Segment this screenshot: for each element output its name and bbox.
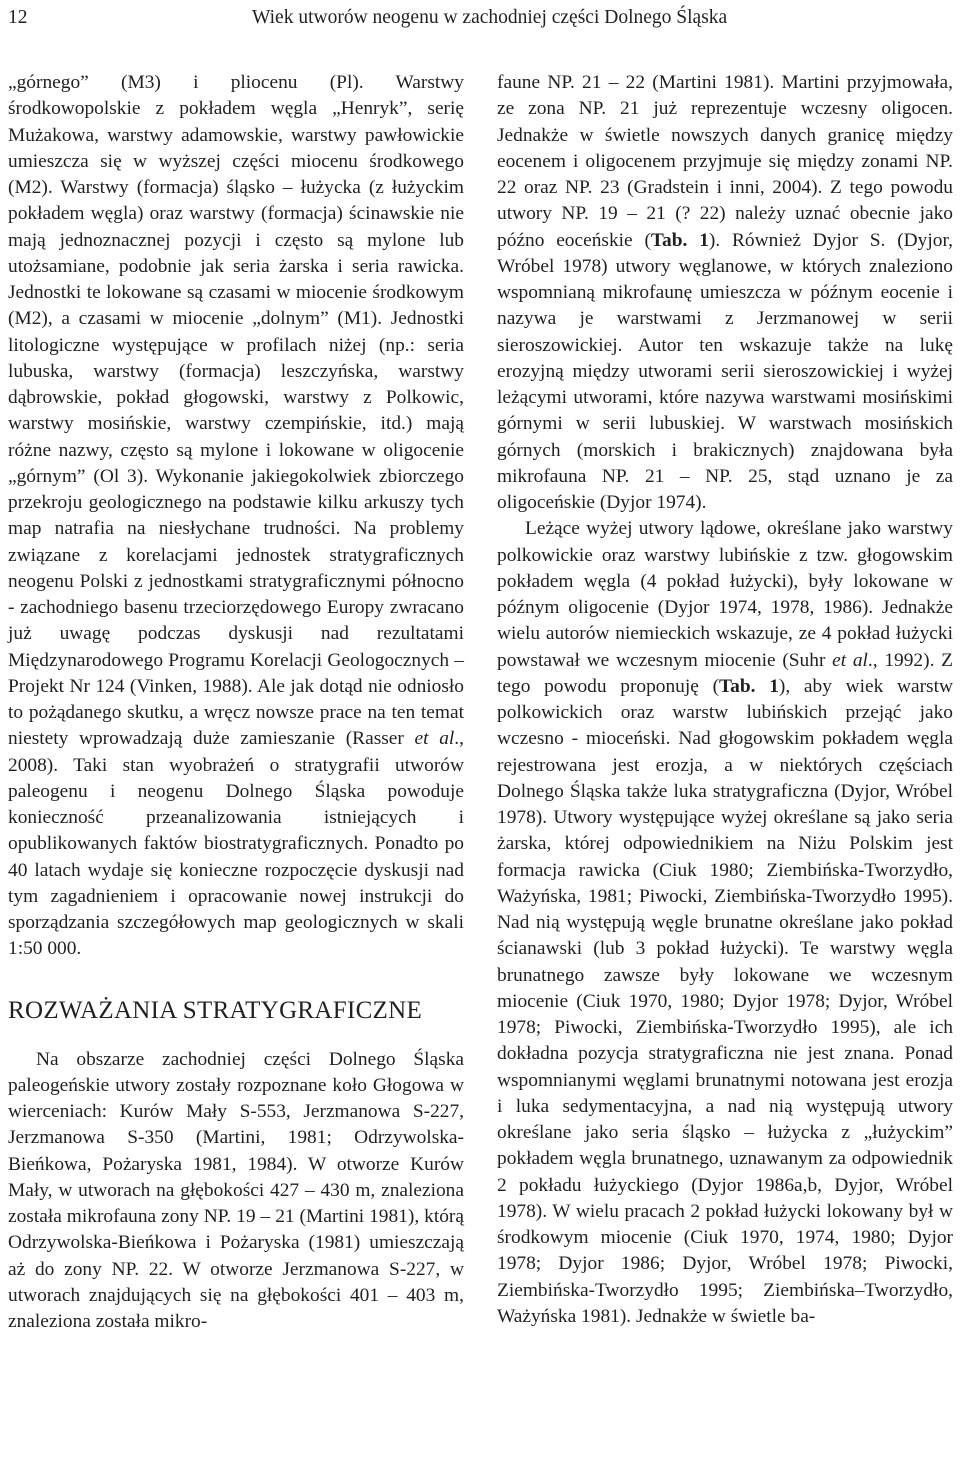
paragraph-text: ., 1992). Z tego powodu proponuję ( bbox=[497, 649, 953, 697]
body-paragraph bbox=[497, 516, 953, 1330]
paragraph-text: ), aby wiek warstw polkowickich oraz warstw lubińskich przejąć jako wczesno - mioceński. Nad głogowskim pokładem węgla rejestrowana jest erozja, a w niektórych częściach Dolnego Śląska także luka stratygraficzna (Dyjor, Wróbel 1978). Utwory występujące wyżej określane są jako seria żarska, której odpowiednikiem na Niżu Polskim jest formacja rawicka (Ciuk 1980; Ziembińska-Tworzydło, Ważyńska, 1981; Piwocki, Ziembińska-Tworzydło 1995). Nad nią występują węgle brunatne określane jako pokład ścianawski (lub 3 pokład łużycki). Te warstwy węgla brunatnego zawsze były lokowane we wczesnym miocenie (Ciuk 1970, 1980; Dyjor 1978; Dyjor, Wróbel 1978; Piwocki, Ziembińska-Tworzydło 1995), ale ich dokładna pozycja stratygraficzna nie jest znana. Ponad wspomnianymi węglami brunatnymi notowana jest erozja i luka sedymentacyjna, a nad nią występują utwory określane jako seria śląsko – łużycka z „łużyckim” pokładem węgla brunatnego, uznawanym za odpowiednik 2 pokładu łużyckiego (Dyjor 1986a,b, Dyjor, Wróbel 1978). W wielu pracach 2 pokład łużycki lokowany był w środkowym miocenie (Ciuk 1970, 1974, 1980; Dyjor 1978; Dyjor 1986; Dyjor, Wróbel 1978; Piwocki, Ziembińska-Tworzydło 1995; Ziembińska–Tworzydło, Ważyńska 1981). Jednakże w świetle ba- bbox=[497, 675, 953, 1327]
left-column bbox=[8, 70, 464, 1335]
paragraph-text: „górnego” (M3) i pliocenu (Pl). Warstwy środkowopolskie z pokładem węgla „Henryk”, serię Mużakowa, warstwy adamowskie, warstwy pawłowickie umieszcza się w wyższej części miocenu środkowego (M2). Warstwy (formacja) śląsko – łużycka (z łużyckim pokładem węgla) oraz warstwy (formacja) ścinawskie nie mają jednoznacznej pozycji i często są mylone lub utożsamiane, podobnie jak seria żarska i seria rawicka. Jednostki te lokowane są czasami w miocenie środkowym (M2), a czasami w miocenie „dolnym” (M1). Jednostki litologiczne występujące w profilach niżej (np.: seria lubuska, warstwy (formacja) leszczyńska, warstwy dąbrowskie, pokład głogowski, warstwy z Polkowic, warstwy mosińskie, warstwy czempińskie, itd.) mają różne nazwy, często są mylone i lokowane w oligocenie „górnym” (Ol 3). Wykonanie jakiegokolwiek zbiorczego przekroju geologicznego na podstawie kilku arkuszy tych map natrafia na niesłychane trudności. Na problemy związane z korelacjami jednostek stratygraficznych neogenu Polski z jednostkami stratygraficznymi północno - zachodniego basenu trzeciorzędowego Europy zwracano już uwagę podczas dyskusji nad rezultatami Międzynarodowego Programu Korelacji Geologocznych – Projekt Nr 124 (Vinken, 1988). Ale jak dotąd nie odniosło to pożądanego skutku, a wręcz nowsze prace na ten temat niestety wprowadzają duże zamieszanie (Rasser bbox=[8, 72, 464, 750]
paragraph-text: faune NP. 21 – 22 (Martini 1981). Martini przyjmowała, ze zona NP. 21 już reprezentuje wczesny oligocen. Jednakże w świetle nowszych danych granicę między eocenem i oligocenem przyjmuje się między zonami NP. 22 oraz NP. 23 (Gradstein i inni, 2004). Z tego powodu utwory NP. 19 – 21 (? 22) należy uznać obecnie jako późno eoceńskie ( bbox=[497, 72, 953, 251]
section-heading: ROZWAŻANIA STRATYGRAFICZNE bbox=[8, 996, 423, 1024]
table-reference: Tab. 1 bbox=[650, 229, 709, 251]
body-paragraph: Na obszarze zachodniej części Dolnego Śląska paleogeńskie utwory zostały rozpoznane koło Głogowa w wierceniach: Kurów Mały S-553, Jerzmanowa S-227, Jerzmanowa S-350 (Martini, 1981; Odrzywolska-Bieńkowa, Pożaryska 1981, 1984). W otworze Kurów Mały, w utworach na głębokości 427 – 430 m, znaleziona została mikrofauna zony NP. 19 – 21 (Martini 1981), którą Odrzywolska-Bieńkowa i Pożaryska (1981) umieszczają aż do zony NP. 22. W otworze Jerzmanowa S-227, w utworach znajdujących się na głębokości 401 – 403 m, znaleziona została mikro- bbox=[8, 1048, 464, 1332]
page-number: 12 bbox=[8, 7, 28, 28]
paragraph-text: ). Również Dyjor S. (Dyjor, Wróbel 1978) utwory węglanowe, w których znaleziono wspomnianą mikrofaunę umieszcza w późnym eocenie i nazywa je warstwami z Jerzmanowej w serii sieroszowickiej. Autor ten wskazuje także na lukę erozyjną między utworami serii sieroszowickiej i wyżej leżącymi utworami, które nazywa warstwami mosińskimi górnymi w serii lubuskiej. W warstwach mosińskich górnych (morskich i brakicznych) znajdowana była mikrofauna NP. 21 – NP. 25, stąd uznano je za oligoceńskie (Dyjor 1974). bbox=[497, 229, 953, 513]
paragraph-text: ., 2008). Taki stan wyobrażeń o stratygrafii utworów paleogenu i neogenu Dolnego Śląska powoduje konieczność przeanalizowania istniejących i opublikowanych faktów biostratygraficznych. Ponadto po 40 latach wydaje się konieczne rozpoczęcie dyskusji nad tym zagadnieniem i opracowanie nowej instrukcji do sporządzania szczegółowych map geologicznych w skali 1:50 000. bbox=[8, 728, 464, 960]
right-column bbox=[497, 70, 953, 1330]
italic-text: et al bbox=[832, 649, 868, 671]
paragraph-text: Leżące wyżej utwory lądowe, określane jako warstwy polkowickie oraz warstwy lubińskie z tzw. głogowskim pokładem węgla (4 pokład łużycki), były lokowane w późnym oligocenie (Dyjor 1974, 1978, 1986). Jednakże wielu autorów niemieckich wskazuje, ze 4 pokład łużycki powstawał we wczesnym miocenie (Suhr bbox=[497, 518, 953, 671]
page-header bbox=[8, 6, 952, 30]
table-reference: Tab. 1 bbox=[719, 675, 779, 697]
body-paragraph bbox=[497, 70, 953, 516]
body-paragraph bbox=[8, 70, 464, 963]
running-title: Wiek utworów neogenu w zachodniej części Dolnego Śląska bbox=[252, 7, 728, 28]
italic-text: et al bbox=[414, 728, 455, 750]
